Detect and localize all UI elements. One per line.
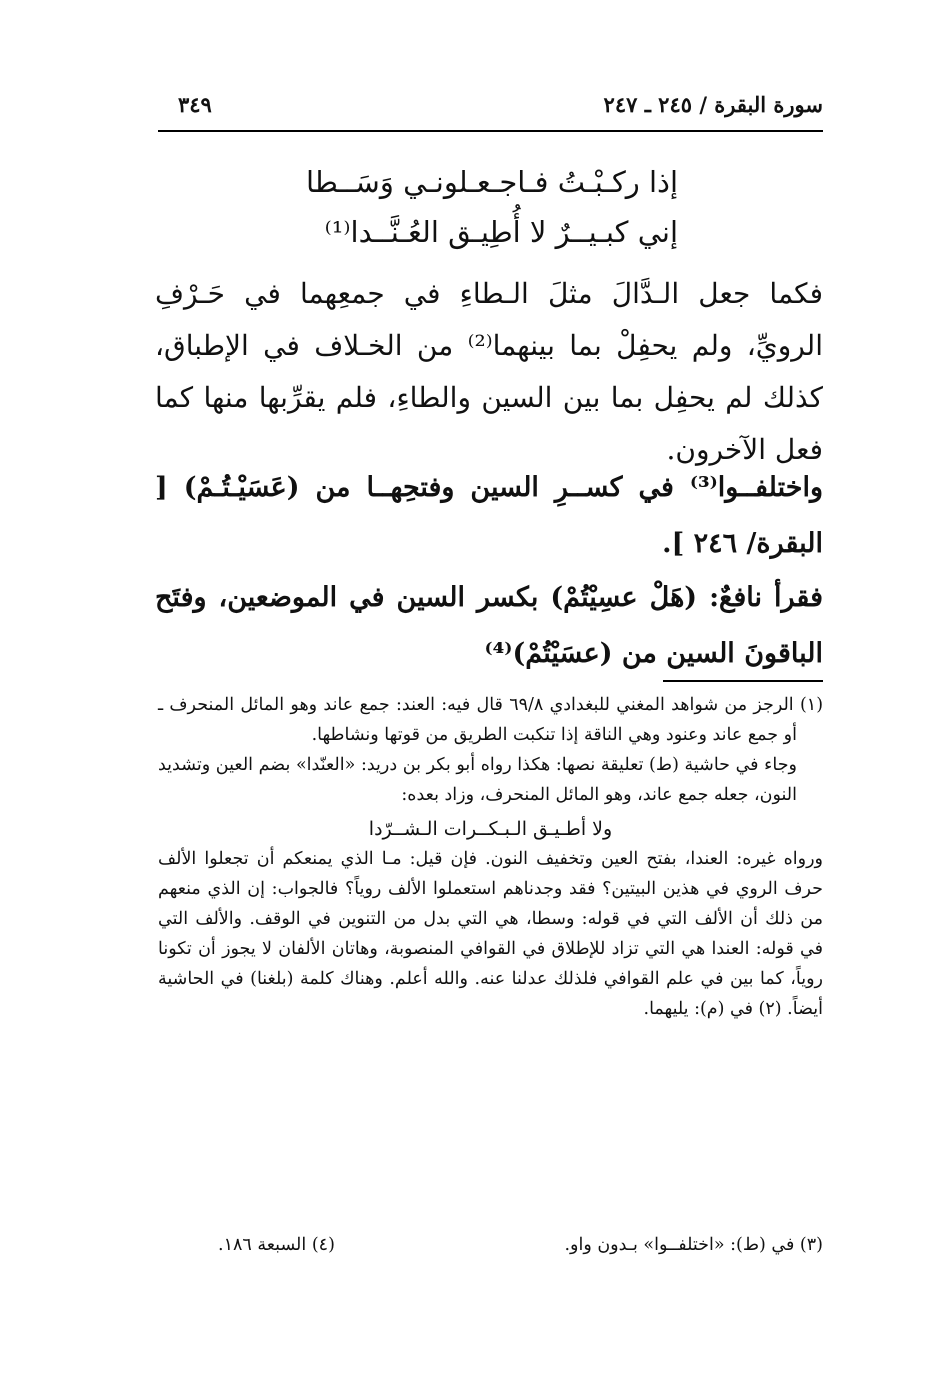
verse-line-2: إني كبـيــرٌ لا أُطِيـق العُـنَّــدا⁽¹⁾: [324, 215, 678, 249]
footnote-3: (٣) في (ط): «اختلفــوا» بـدون واو.: [564, 1235, 823, 1255]
body-paragraph-1: فكما جعل الـدَّالَ مثلَ الـطاءِ في جمعِهما في حَـرْفِ الرويِّ، ولم يحفِلْ بما بينهما⁽²⁾ من الخـلاف في الإطباق، كذلك لم يحفِل بما بين السين والطاءِ، فلم يقرِّبها منها كما فعل الآخرون.: [155, 277, 823, 466]
footnote-separator: [663, 680, 823, 682]
body-paragraph-2: واختلفــوا⁽³⁾ في كســرِ السين وفتحِهــا من (عَسَيْـتُـمْ) [ البقرة/ ٢٤٦ ].: [155, 472, 823, 559]
running-title: سورة البقرة / ٢٤٥ ـ ٢٤٧: [603, 92, 823, 117]
footnote-1: (١) الرجز من شواهد المغني للبغدادي ٦٩/٨ قال فيه: العند: جمع عاند وهو المائل المنحرف ـ أو جمع عاند وعنود وهي الناقة إذا تنكبت الطريق من قوتها ونشاطها.: [158, 695, 824, 745]
footnote-4: (٤) السبعة ١٨٦.: [218, 1235, 335, 1255]
footnote-1-note: وجاء في حاشية (ط) تعليقة نصها: هكذا رواه أبو بكر بن دريد: «العنّدا» بضم العين وتشديد النون، جعله جمع عاند، وهو المائل المنحرف، وزاد بعده:: [158, 755, 797, 805]
footnote-1-verse: ولا أطـيـق الـبـكــرات الـشــرّدا: [368, 818, 613, 840]
page-number: ٣٤٩: [178, 92, 212, 117]
body-paragraph-3: فقرأ نافعٌ: (هَلْ عسِيْتُمْ) بكسر السين في الموضعين، وفتَح الباقونَ السين من (عسَيْتُمْ)⁽⁴⁾: [155, 582, 823, 669]
page-header: [158, 90, 823, 132]
footnotes-block: [158, 690, 823, 1024]
footnote-1-rest: ورواه غيره: العندا، بفتح العين وتخفيف النون. فإن قيل: مـا الذي يمنعكم أن تجعلوا الألف حرف الروي في هذين البيتين؟ فقد وجدناهم استعملوا الألف روياً؟ فالجواب: إن الذي منعهم من ذلك أن الألف التي في قوله: وسطا، هي التي بدل من التنوين في الوقف. والألف التي في قوله: العندا هي التي تزاد للإطلاق في القوافي المنصوبة، وهاتان الألفان لا يجوز أن تكونا روياً، كما بين في علم القوافي فلذلك عدلنا عنه. والله أعلم. وهناك كلمة (بلغنا) في الحاشية أيضاً. (٢) في (م): يليهما.: [158, 849, 823, 1019]
verse-line-1: إذا ركـبْـتُ فـاجـعـلونـي وَسَــطا: [305, 165, 678, 199]
